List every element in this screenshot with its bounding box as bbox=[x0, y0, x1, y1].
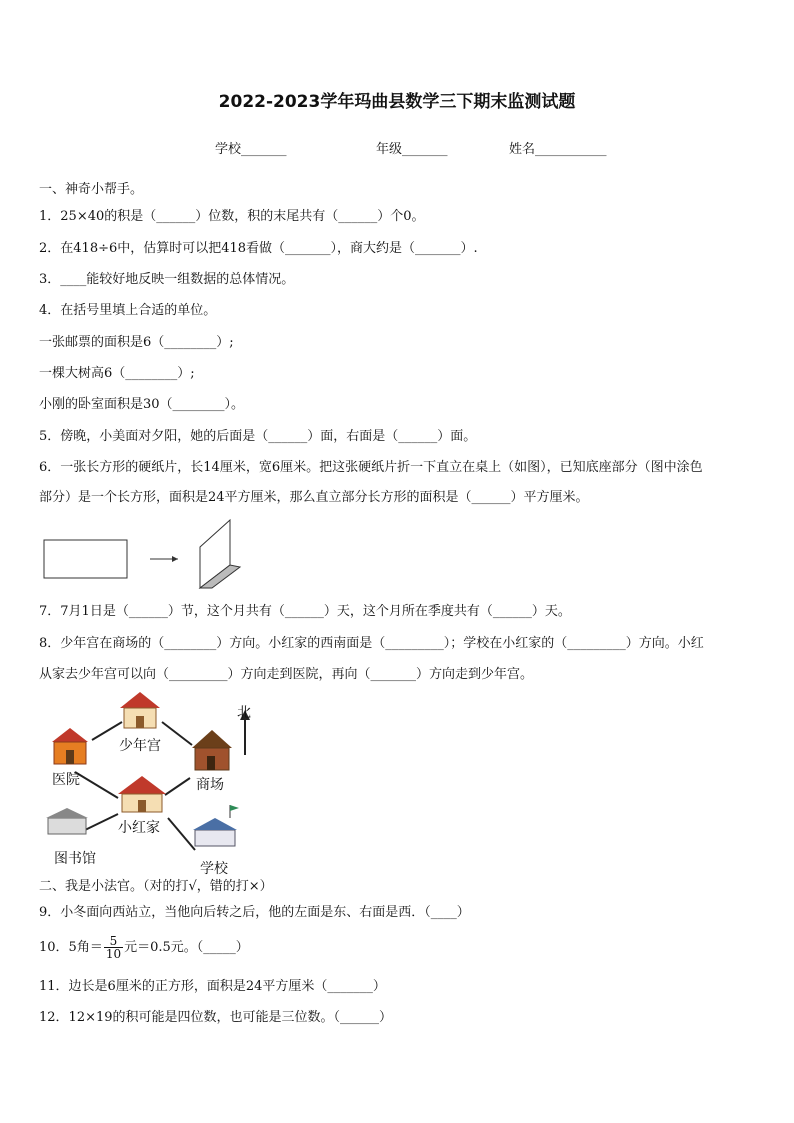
library-label: 图书馆 bbox=[54, 851, 96, 867]
question-8-line1: 8．少年宫在商场的（________）方向。小红家的西南面是（_________）；学校在小红家的（_________）方向。小红 bbox=[39, 636, 704, 651]
north-label: 北 bbox=[237, 705, 251, 721]
question-6-line1: 6．一张长方形的硬纸片，长14厘米，宽6厘米。把这张硬纸片折一下直立在桌上（如图），已知底座部分（图中涂色 bbox=[39, 460, 703, 475]
question-4c: 小刚的卧室面积是30（________）。 bbox=[39, 397, 245, 412]
library-icon bbox=[46, 808, 88, 834]
mall-icon bbox=[192, 730, 232, 770]
question-1: 1．25×40的积是（______）位数，积的末尾共有（______）个0。 bbox=[39, 209, 425, 224]
flat-card-rect bbox=[44, 540, 127, 578]
question-12: 12．12×19的积可能是四位数，也可能是三位数。（______） bbox=[39, 1010, 393, 1025]
fraction-denominator: 10 bbox=[105, 947, 122, 961]
section-1-heading: 一、神奇小帮手。 bbox=[39, 182, 144, 197]
question-2: 2．在418÷6中，估算时可以把418看做（_______），商大约是（_______）. bbox=[39, 241, 478, 256]
grade-field[interactable]: 年级_______ bbox=[376, 142, 448, 157]
home-icon bbox=[118, 776, 166, 812]
question-8-line2: 从家去少年宫可以向（_________）方向走到医院，再向（_______）方向走到少年宫。 bbox=[39, 667, 534, 682]
question-4b: 一棵大树高6（________）; bbox=[39, 366, 195, 381]
question-4a: 一张邮票的面积是6（________）; bbox=[39, 335, 234, 350]
mall-label: 商场 bbox=[196, 777, 224, 793]
hospital-icon bbox=[52, 728, 88, 764]
fraction bbox=[104, 935, 123, 960]
q6-figure bbox=[40, 515, 250, 595]
shaded-base bbox=[200, 565, 240, 588]
question-5: 5．傍晚，小美面对夕阳，她的后面是（______）面，右面是（______）面。 bbox=[39, 429, 477, 444]
question-7: 7．7月1日是（______）节，这个月共有（______）天，这个月所在季度共有（______）天。 bbox=[39, 604, 571, 619]
fraction-numerator: 5 bbox=[104, 935, 123, 948]
school-field[interactable]: 学校_______ bbox=[215, 142, 287, 157]
youth-palace-icon bbox=[120, 692, 160, 728]
question-3: 3．____能较好地反映一组数据的总体情况。 bbox=[39, 272, 295, 287]
question-11: 11．边长是6厘米的正方形，面积是24平方厘米（_______） bbox=[39, 979, 386, 994]
page-title: 2022-2023学年玛曲县数学三下期末监测试题 bbox=[218, 92, 576, 112]
question-4: 4．在括号里填上合适的单位。 bbox=[39, 303, 217, 318]
youth-palace-label: 少年宫 bbox=[119, 738, 161, 754]
hospital-label: 医院 bbox=[52, 772, 80, 788]
school-icon bbox=[193, 805, 239, 846]
school-label: 学校 bbox=[200, 861, 228, 877]
section-2-heading: 二、我是小法官。（对的打√，错的打×） bbox=[39, 879, 273, 894]
home-label: 小红家 bbox=[118, 820, 160, 836]
question-9: 9．小冬面向西站立，当他向后转之后，他的左面是东、右面是西．（____） bbox=[39, 905, 470, 920]
name-field[interactable]: 姓名___________ bbox=[509, 142, 607, 157]
arrow-head-icon bbox=[172, 556, 178, 562]
question-10 bbox=[39, 934, 249, 962]
q10-suffix: 元＝0.5元。（_____） bbox=[124, 940, 249, 955]
question-6-line2: 部分）是一个长方形，面积是24平方厘米，那么直立部分长方形的面积是（______）平方厘米。 bbox=[39, 490, 589, 505]
q10-prefix: 10．5角＝ bbox=[39, 940, 103, 955]
